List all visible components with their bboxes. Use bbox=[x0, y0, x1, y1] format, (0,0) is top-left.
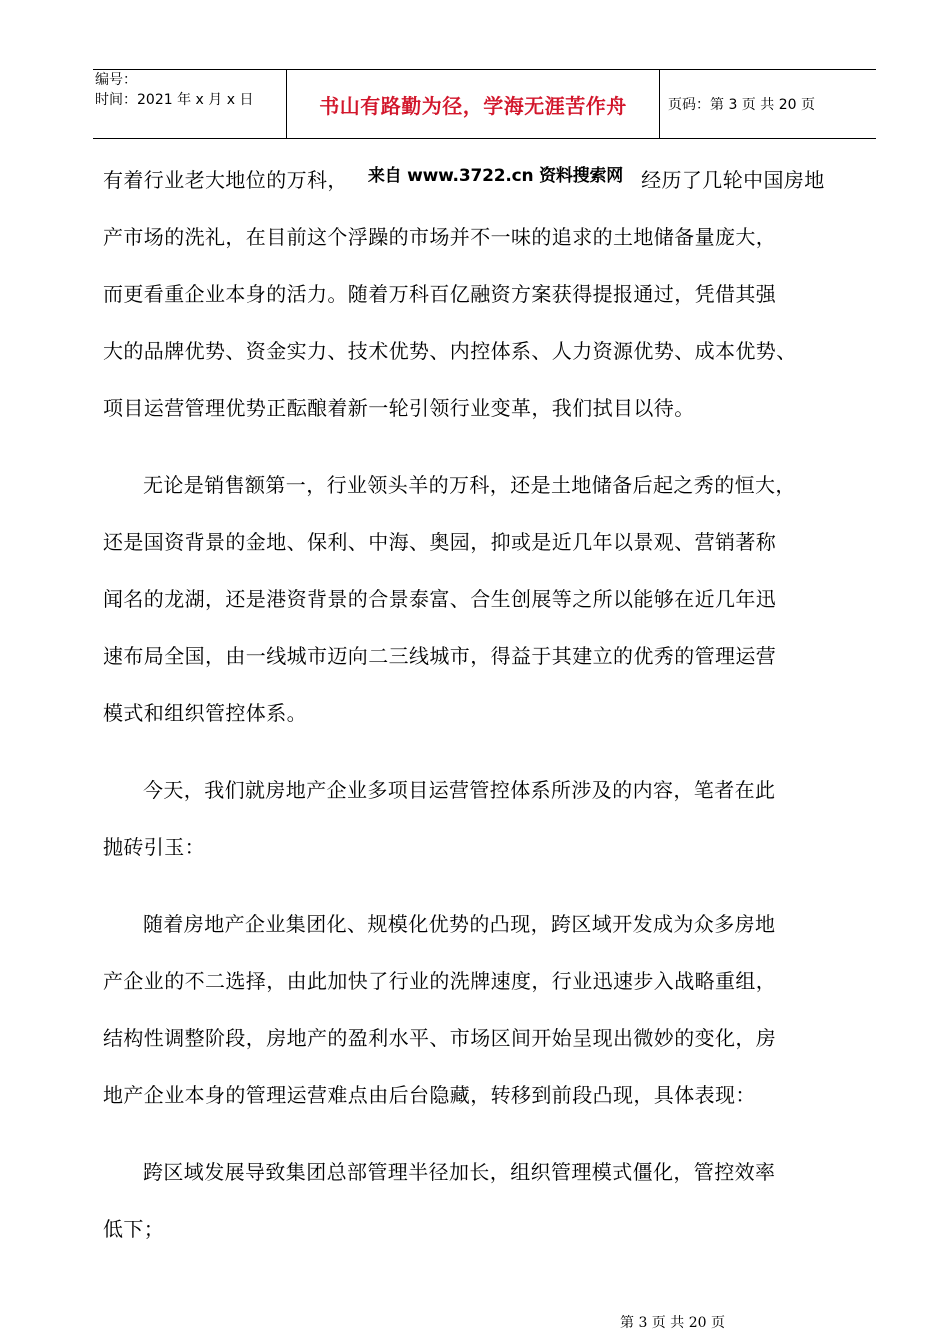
time-label: 时间：2021 年 x 月 x 日 bbox=[95, 92, 254, 108]
paragraph-line: 还是国资背景的金地、保利、中海、奥园，抑或是近几年以景观、营销著称 bbox=[103, 530, 777, 554]
paragraph-line: 项目运营管理优势正酝酿着新一轮引领行业变革，我们拭目以待。 bbox=[103, 396, 695, 420]
serial-number-label: 编号： bbox=[95, 72, 137, 88]
page-footer: 第 3 页 共 20 页 bbox=[620, 1315, 725, 1331]
header-motto-cell bbox=[287, 70, 660, 138]
paragraph-line: 随着房地产企业集团化、规模化优势的凸现，跨区域开发成为众多房地 bbox=[143, 912, 776, 936]
paragraph-line: 抛砖引玉： bbox=[103, 835, 205, 859]
paragraph-line: 闻名的龙湖，还是港资背景的合景泰富、合生创展等之所以能够在近几年迅 bbox=[103, 587, 777, 611]
header-page-cell bbox=[660, 70, 876, 138]
paragraph-line: 低下； bbox=[103, 1217, 165, 1241]
paragraph-line: 而更看重企业本身的活力。随着万科百亿融资方案获得提报通过，凭借其强 bbox=[103, 282, 777, 306]
motto-text: 书山有路勤为径，学海无涯苦作舟 bbox=[319, 93, 627, 118]
document-body bbox=[103, 152, 851, 1258]
paragraph-line: 大的品牌优势、资金实力、技术优势、内控体系、人力资源优势、成本优势、 bbox=[103, 339, 797, 363]
watermark-text: 来自 www.3722.cn 资料搜索网 bbox=[367, 166, 624, 186]
page-number-info: 页码：第 3 页 共 20 页 bbox=[668, 97, 815, 113]
text-segment: 有着行业老大地位的万科， bbox=[103, 168, 348, 192]
paragraph-line: 速布局全国，由一线城市迈向二三线城市，得益于其建立的优秀的管理运营 bbox=[103, 644, 777, 668]
page-header bbox=[93, 69, 876, 139]
paragraph-line: 跨区域发展导致集团总部管理半径加长，组织管理模式僵化，管控效率 bbox=[143, 1160, 776, 1184]
paragraph-line: 产企业的不二选择，由此加快了行业的洗牌速度，行业迅速步入战略重组， bbox=[103, 969, 777, 993]
paragraph-line bbox=[103, 152, 851, 209]
header-meta-cell bbox=[93, 70, 287, 138]
paragraph-line: 结构性调整阶段，房地产的盈利水平、市场区间开始呈现出微妙的变化，房 bbox=[103, 1026, 777, 1050]
paragraph-line: 地产企业本身的管理运营难点由后台隐藏，转移到前段凸现，具体表现： bbox=[103, 1083, 756, 1107]
paragraph-line: 今天，我们就房地产企业多项目运营管控体系所涉及的内容，笔者在此 bbox=[143, 778, 776, 802]
paragraph-line: 产市场的洗礼，在目前这个浮躁的市场并不一味的追求的土地储备量庞大， bbox=[103, 225, 777, 249]
paragraph-line: 模式和组织管控体系。 bbox=[103, 701, 307, 725]
paragraph-line: 无论是销售额第一，行业领头羊的万科，还是土地储备后起之秀的恒大， bbox=[143, 473, 796, 497]
text-segment: 经历了几轮中国房地 bbox=[641, 168, 825, 192]
